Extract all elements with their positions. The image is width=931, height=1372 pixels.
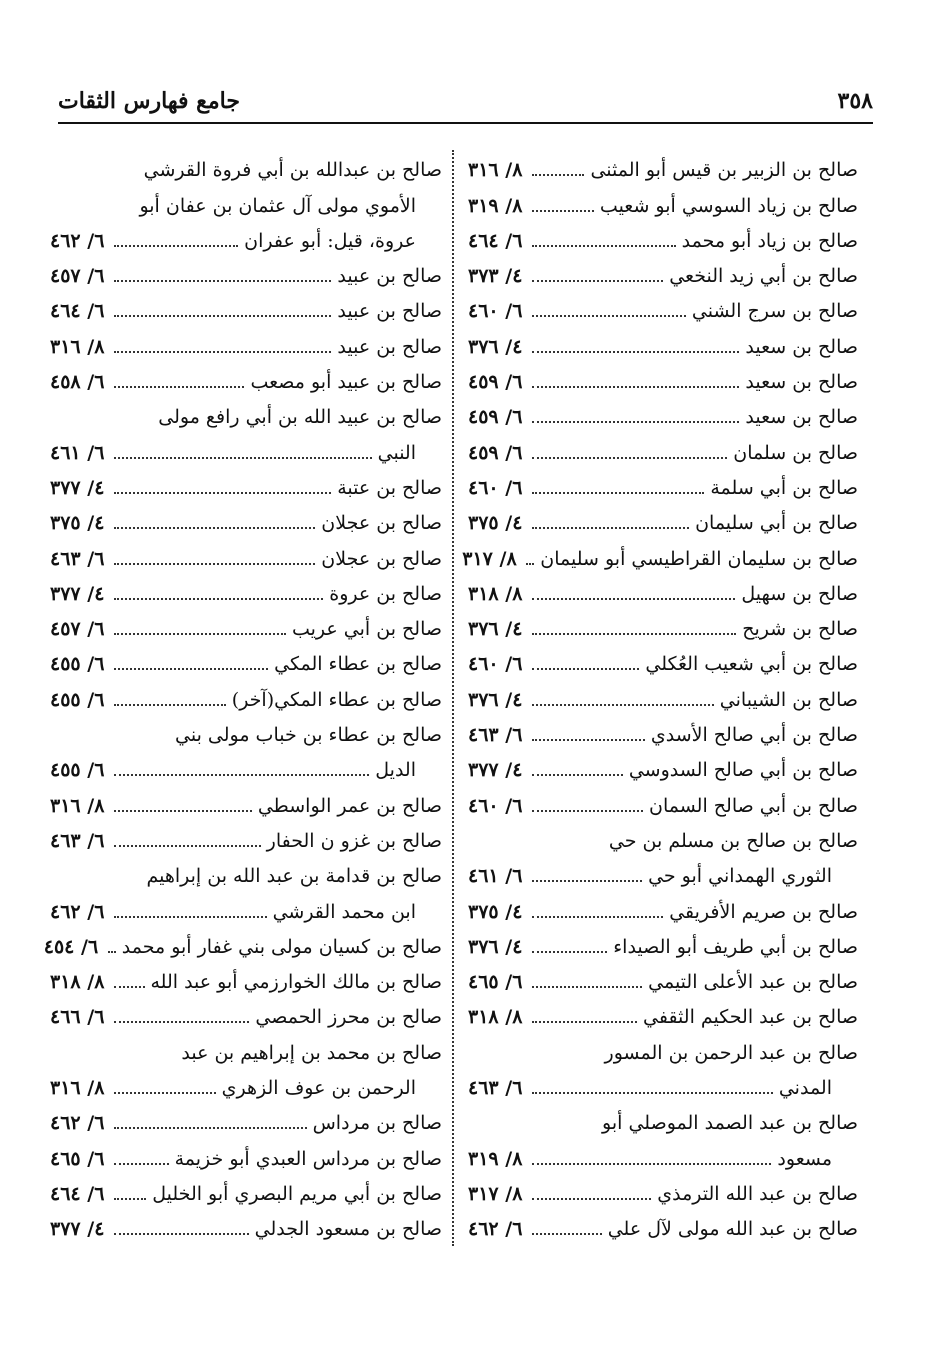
entry-name: صالح بن عتبة bbox=[337, 476, 442, 499]
entry-name: صالح بن عبدالله بن أبي فروة القرشي bbox=[143, 159, 442, 182]
entry-name: صالح بن أبي صالح الأسدي bbox=[650, 724, 858, 747]
entry-name: صالح بن سهيل bbox=[741, 582, 858, 605]
volume-page-ref: ٦/ ٤٦٢ bbox=[50, 229, 105, 252]
index-entry bbox=[468, 152, 858, 187]
index-entry bbox=[468, 964, 858, 999]
dot-leader bbox=[114, 1127, 307, 1129]
dot-leader bbox=[114, 315, 331, 317]
volume-page-ref: ٦/ ٤٥٩ bbox=[468, 441, 523, 464]
dot-leader bbox=[532, 386, 739, 388]
entry-name: صالح بن أبي مريم البصري أبو الخليل bbox=[152, 1182, 442, 1205]
index-entry bbox=[468, 223, 858, 258]
entry-name: صالح بن مرداس العبدي أبو خزيمة bbox=[174, 1147, 442, 1170]
volume-page-ref: ٨/ ٣١٨ bbox=[468, 1006, 523, 1029]
volume-page-ref: ٦/ ٤٥٥ bbox=[50, 653, 105, 676]
volume-page-ref: ٦/ ٤٦٦ bbox=[50, 1006, 105, 1029]
index-entry bbox=[50, 611, 442, 646]
volume-page-ref: ٨/ ٣١٩ bbox=[468, 1147, 523, 1170]
index-entry bbox=[468, 505, 858, 540]
index-entry bbox=[50, 293, 442, 328]
dot-leader bbox=[114, 1233, 249, 1235]
entry-name: صالح بن محمد بن إبراهيم بن عبد bbox=[181, 1041, 442, 1064]
index-entry bbox=[50, 717, 442, 752]
volume-page-ref: ٤/ ٣٧٦ bbox=[468, 688, 523, 711]
entry-name: صالح بن صالح بن مسلم بن حي bbox=[608, 829, 858, 852]
volume-page-ref: ٨/ ٣١٩ bbox=[468, 194, 523, 217]
dot-leader bbox=[532, 598, 735, 600]
index-entry bbox=[50, 1070, 442, 1105]
index-entry bbox=[50, 787, 442, 822]
entry-name: صالح بن غزو ن الحفار bbox=[266, 829, 442, 852]
volume-page-ref: ٤/ ٣٧٦ bbox=[468, 335, 523, 358]
volume-page-ref: ٦/ ٤٥٩ bbox=[468, 406, 523, 429]
entry-name: صالح بن عبد الأعلى التيمي bbox=[648, 971, 858, 994]
volume-page-ref: ٦/ ٤٦٣ bbox=[468, 724, 523, 747]
index-entry bbox=[50, 964, 442, 999]
entry-name: صالح بن أبي شعيب العُكلي bbox=[645, 653, 858, 676]
index-entry bbox=[468, 717, 858, 752]
volume-page-ref: ٦/ ٤٦٢ bbox=[50, 900, 105, 923]
entry-name: صالح بن عبد الله مولى لآل علي bbox=[607, 1218, 858, 1241]
entry-name: صالح بن شريح bbox=[742, 618, 858, 641]
volume-page-ref: ٦/ ٤٦١ bbox=[468, 865, 523, 888]
index-entry bbox=[468, 646, 858, 681]
entry-name: صالح بن أبي سلمة bbox=[710, 476, 858, 499]
dot-leader bbox=[532, 174, 584, 176]
dot-leader bbox=[532, 916, 663, 918]
column-divider bbox=[452, 150, 454, 1246]
volume-page-ref: ٨/ ٣١٦ bbox=[50, 1077, 105, 1100]
entry-name: صالح بن أبي صالح السدوسي bbox=[628, 759, 858, 782]
entry-name: صالح بن سرج الشني bbox=[691, 300, 858, 323]
volume-page-ref: ٦/ ٤٥٥ bbox=[50, 688, 105, 711]
dot-leader bbox=[532, 210, 594, 212]
entry-name: صالح بن مسعود الجدلي bbox=[254, 1218, 442, 1241]
entry-name: عروة، قيل: أبو عفران bbox=[244, 229, 416, 252]
index-entry bbox=[50, 1105, 442, 1140]
index-entry bbox=[50, 223, 442, 258]
index-entry bbox=[468, 1070, 858, 1105]
index-entry bbox=[50, 152, 442, 187]
right-column bbox=[462, 152, 858, 1246]
index-entry bbox=[50, 999, 442, 1034]
index-entry bbox=[468, 787, 858, 822]
dot-leader bbox=[114, 986, 145, 988]
index-entry bbox=[50, 646, 442, 681]
index-entry bbox=[468, 823, 858, 858]
index-entry bbox=[50, 681, 442, 716]
entry-name: صالح بن مرداس bbox=[312, 1112, 442, 1135]
entry-name: صالح بن سعيد bbox=[745, 371, 858, 394]
dot-leader bbox=[532, 421, 739, 423]
index-entry bbox=[50, 893, 442, 928]
volume-page-ref: ٦/ ٤٥٥ bbox=[50, 759, 105, 782]
entry-name: صالح بن صريم الأفريقي bbox=[669, 900, 858, 923]
index-entry bbox=[468, 1211, 858, 1246]
volume-page-ref: ٨/ ٣١٦ bbox=[468, 159, 523, 182]
entry-name: صالح بن محرز الحمصي bbox=[255, 1006, 442, 1029]
entry-name: صالح بن عطاء المكي bbox=[274, 653, 442, 676]
index-entry bbox=[468, 364, 858, 399]
entry-name: صالح بن عبد الله الترمذي bbox=[657, 1182, 858, 1205]
index-entry bbox=[468, 434, 858, 469]
volume-page-ref: ٦/ ٤٦٢ bbox=[468, 1218, 523, 1241]
page-number: ٣٥٨ bbox=[837, 88, 873, 114]
volume-page-ref: ٤/ ٣٧٥ bbox=[468, 900, 523, 923]
volume-page-ref: ٦/ ٤٥٧ bbox=[50, 265, 105, 288]
entry-name: صالح بن عبيد الله بن أبي رافع مولى bbox=[158, 406, 442, 429]
volume-page-ref: ٦/ ٤٦٣ bbox=[468, 1077, 523, 1100]
dot-leader bbox=[114, 774, 369, 776]
entry-name: الرحمن بن عوف الزهري bbox=[221, 1077, 416, 1100]
index-entry bbox=[50, 1211, 442, 1246]
dot-leader bbox=[114, 492, 331, 494]
index-entry bbox=[50, 540, 442, 575]
dot-leader bbox=[532, 704, 714, 706]
running-title: جامع فهارس الثقات bbox=[58, 88, 240, 114]
dot-leader bbox=[532, 668, 639, 670]
index-entry bbox=[50, 505, 442, 540]
index-entry bbox=[468, 1176, 858, 1211]
index-entry bbox=[462, 540, 858, 575]
dot-leader bbox=[114, 810, 252, 812]
index-entry bbox=[50, 258, 442, 293]
volume-page-ref: ٦/ ٤٦٢ bbox=[50, 1112, 105, 1135]
dot-leader bbox=[114, 916, 267, 918]
index-entry bbox=[50, 187, 442, 222]
entry-name: صالح بن سعيد bbox=[745, 406, 858, 429]
volume-page-ref: ٦/ ٤٦٠ bbox=[468, 794, 523, 817]
volume-page-ref: ٤/ ٣٧٧ bbox=[50, 476, 105, 499]
entry-name: مسعود bbox=[777, 1147, 832, 1170]
index-entry bbox=[468, 1034, 858, 1069]
dot-leader bbox=[532, 457, 727, 459]
entry-name: صالح بن سعيد bbox=[745, 335, 858, 358]
index-entry bbox=[468, 1140, 858, 1175]
entry-name: صالح بن أبي سليمان bbox=[695, 512, 858, 535]
entry-name: صالح بن عبيد bbox=[337, 265, 442, 288]
entry-name: صالح بن عطاء المكي(آخر) bbox=[231, 688, 442, 711]
volume-page-ref: ٤/ ٣٧٧ bbox=[50, 1218, 105, 1241]
page-header bbox=[58, 84, 873, 120]
entry-name: صالح بن عبيد أبو مصعب bbox=[250, 371, 442, 394]
index-entry bbox=[50, 858, 442, 893]
volume-page-ref: ٨/ ٣١٨ bbox=[50, 971, 105, 994]
dot-leader bbox=[114, 1198, 146, 1200]
dot-leader bbox=[114, 598, 323, 600]
volume-page-ref: ٨/ ٣١٦ bbox=[50, 335, 105, 358]
dot-leader bbox=[114, 1092, 216, 1094]
index-entry bbox=[468, 187, 858, 222]
volume-page-ref: ٤/ ٣٧٧ bbox=[50, 582, 105, 605]
entry-name: صالح بن زياد أبو محمد bbox=[681, 229, 858, 252]
volume-page-ref: ٦/ ٤٦٥ bbox=[50, 1147, 105, 1170]
dot-leader bbox=[532, 315, 686, 317]
header-rule bbox=[58, 122, 873, 124]
entry-name: صالح بن عروة bbox=[329, 582, 442, 605]
dot-leader bbox=[114, 1021, 249, 1023]
entry-name: المدني bbox=[778, 1077, 832, 1100]
dot-leader bbox=[108, 951, 116, 953]
dot-leader bbox=[532, 351, 739, 353]
entry-name: صالح بن عبد الحكيم الثقفي bbox=[643, 1006, 858, 1029]
volume-page-ref: ٦/ ٤٦٣ bbox=[50, 547, 105, 570]
index-entry bbox=[468, 611, 858, 646]
entry-name: صالح بن كسيان مولى بني غفار أبو محمد bbox=[121, 935, 442, 958]
index-entry bbox=[50, 328, 442, 363]
index-entry bbox=[50, 399, 442, 434]
index-entry bbox=[50, 364, 442, 399]
volume-page-ref: ٤/ ٣٧٦ bbox=[468, 618, 523, 641]
volume-page-ref: ٦/ ٤٥٤ bbox=[43, 935, 99, 958]
index-entry bbox=[50, 576, 442, 611]
entry-name: صالح بن عبد الرحمن بن المسور bbox=[604, 1041, 858, 1064]
index-entry bbox=[468, 258, 858, 293]
dot-leader bbox=[114, 1163, 169, 1165]
index-entry bbox=[468, 576, 858, 611]
index-entry bbox=[468, 293, 858, 328]
index-entry bbox=[468, 470, 858, 505]
volume-page-ref: ٦/ ٤٦٠ bbox=[468, 476, 523, 499]
dot-leader bbox=[114, 386, 244, 388]
entry-name: النبي bbox=[377, 441, 416, 464]
dot-leader bbox=[532, 810, 643, 812]
volume-page-ref: ٦/ ٤٦١ bbox=[50, 441, 105, 464]
index-entry bbox=[468, 399, 858, 434]
index-entry bbox=[50, 1176, 442, 1211]
entry-name: صالح بن أبي زيد النخعي bbox=[669, 265, 858, 288]
entry-name: صالح بن أبي عريب bbox=[291, 618, 442, 641]
entry-name: صالح بن الزبير بن قيس أبو المثنى bbox=[590, 159, 858, 182]
dot-leader bbox=[532, 880, 642, 882]
dot-leader bbox=[114, 704, 226, 706]
dot-leader bbox=[532, 951, 607, 953]
entry-name: الأموي مولى آل عثمان بن عفان أبو bbox=[139, 194, 416, 217]
dot-leader bbox=[532, 986, 642, 988]
volume-page-ref: ٦/ ٤٦٣ bbox=[50, 829, 105, 852]
entry-name: صالح بن عبد الصمد الموصلي أبو bbox=[602, 1112, 858, 1135]
dot-leader bbox=[532, 527, 689, 529]
volume-page-ref: ٦/ ٤٦٤ bbox=[50, 1182, 105, 1205]
volume-page-ref: ٦/ ٤٥٩ bbox=[468, 371, 523, 394]
index-entry bbox=[50, 1140, 442, 1175]
volume-page-ref: ٨/ ٣١٧ bbox=[462, 547, 517, 570]
entry-name: صالح بن عبيد bbox=[337, 335, 442, 358]
index-entry bbox=[50, 434, 442, 469]
index-entry bbox=[468, 1105, 858, 1140]
dot-leader bbox=[532, 1233, 602, 1235]
volume-page-ref: ٤/ ٣٧٧ bbox=[468, 759, 523, 782]
entry-name: صالح بن الشيباني bbox=[719, 688, 858, 711]
entry-name: ابن محمد القرشي bbox=[272, 900, 416, 923]
volume-page-ref: ٨/ ٣١٨ bbox=[468, 582, 523, 605]
dot-leader bbox=[114, 668, 268, 670]
dot-leader bbox=[114, 351, 331, 353]
volume-page-ref: ٦/ ٤٦٠ bbox=[468, 300, 523, 323]
entry-name: صالح بن عجلان bbox=[321, 512, 442, 535]
volume-page-ref: ٦/ ٤٦٠ bbox=[468, 653, 523, 676]
entry-name: صالح بن قدامة بن عبد الله بن إبراهيم bbox=[146, 865, 442, 888]
volume-page-ref: ٦/ ٤٦٤ bbox=[50, 300, 105, 323]
dot-leader bbox=[114, 527, 315, 529]
index-entry bbox=[468, 328, 858, 363]
index-entry bbox=[468, 858, 858, 893]
volume-page-ref: ٤/ ٣٧٥ bbox=[468, 512, 523, 535]
dot-leader bbox=[114, 633, 286, 635]
index-entry bbox=[468, 929, 858, 964]
dot-leader bbox=[532, 1092, 773, 1094]
entry-name: صالح بن مالك الخوارزمي أبو عبد الله bbox=[150, 971, 442, 994]
index-entry bbox=[468, 999, 858, 1034]
entry-name: صالح بن عبيد bbox=[337, 300, 442, 323]
dot-leader bbox=[114, 245, 238, 247]
index-entry bbox=[50, 1034, 442, 1069]
entry-name: الثوري الهمداني أبو حي bbox=[648, 865, 832, 888]
index-entry bbox=[50, 752, 442, 787]
volume-page-ref: ٦/ ٤٥٨ bbox=[50, 371, 105, 394]
index-entry bbox=[468, 893, 858, 928]
left-column bbox=[43, 152, 442, 1246]
dot-leader bbox=[532, 1163, 771, 1165]
volume-page-ref: ٦/ ٤٥٧ bbox=[50, 618, 105, 641]
dot-leader bbox=[532, 1021, 637, 1023]
dot-leader bbox=[114, 845, 261, 847]
volume-page-ref: ٨/ ٣١٧ bbox=[468, 1182, 523, 1205]
entry-name: صالح بن عجلان bbox=[321, 547, 442, 570]
index-entry bbox=[43, 929, 442, 964]
volume-page-ref: ٤/ ٣٧٦ bbox=[468, 935, 523, 958]
volume-page-ref: ٤/ ٣٧٥ bbox=[50, 512, 105, 535]
dot-leader bbox=[532, 492, 704, 494]
dot-leader bbox=[114, 280, 331, 282]
index-entry bbox=[468, 752, 858, 787]
entry-name: صالح بن أبي طريف أبو الصيداء bbox=[613, 935, 858, 958]
volume-page-ref: ٤/ ٣٧٣ bbox=[468, 265, 523, 288]
entry-name: صالح بن عمر الواسطي bbox=[257, 794, 442, 817]
entry-name: الديل bbox=[375, 759, 416, 782]
dot-leader bbox=[532, 774, 623, 776]
volume-page-ref: ٨/ ٣١٦ bbox=[50, 794, 105, 817]
entry-name: صالح بن زياد السوسي أبو شعيب bbox=[599, 194, 858, 217]
dot-leader bbox=[532, 633, 736, 635]
dot-leader bbox=[532, 1198, 651, 1200]
entry-name: صالح بن سلمان bbox=[733, 441, 858, 464]
entry-name: صالح بن عطاء بن خباب مولى بني bbox=[175, 724, 442, 747]
dot-leader bbox=[532, 739, 645, 741]
dot-leader bbox=[532, 245, 676, 247]
entry-name: صالح بن أبي صالح السمان bbox=[648, 794, 858, 817]
index-entry bbox=[50, 470, 442, 505]
dot-leader bbox=[526, 563, 534, 565]
volume-page-ref: ٦/ ٤٦٥ bbox=[468, 971, 523, 994]
dot-leader bbox=[532, 280, 663, 282]
dot-leader bbox=[114, 563, 315, 565]
entry-name: صالح بن سليمان القراطيسي أبو سليمان bbox=[540, 547, 858, 570]
index-entry bbox=[468, 681, 858, 716]
dot-leader bbox=[114, 457, 372, 459]
index-entry bbox=[50, 823, 442, 858]
volume-page-ref: ٦/ ٤٦٤ bbox=[468, 229, 523, 252]
